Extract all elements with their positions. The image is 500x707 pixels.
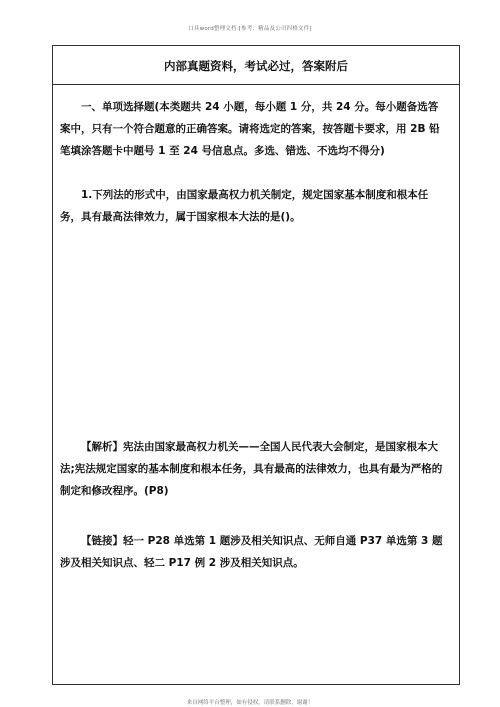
link-paragraph: 【链接】轻一 P28 单选第 1 题涉及相关知识点、无师自通 P37 单选第 3 题涉及相关知识点、轻二 P17 例 2 涉及相关知识点。	[60, 535, 443, 569]
title-divider	[52, 84, 460, 85]
footer-note: 来自网络平台整理，如有侵权，请联系删除，谢谢！	[186, 700, 314, 706]
question-1: 1.下列法的形式中，由国家最高权力机关制定，规定国家基本制度和根本任务，具有最高法律效力，属于国家根本大法的是()。	[60, 189, 429, 223]
section-intro: 一、单项选择题(本类题共 24 小题，每小题 1 分，共 24 分。每小题备选答案中，只有一个符合题意的正确答案。请将选定的答案，按答题卡要求，用 2B 铅笔填涂答题卡中题号 1 至 24 号信息点。多选、错选、不选均不得分)	[60, 101, 440, 157]
header-note: 口具word整理文档 [参考：精品及公司四格文件]	[188, 26, 312, 32]
analysis-paragraph: 【解析】宪法由国家最高权力机关——全国人民代表大会制定，是国家根本大法;宪法规定国家的基本制度和根本任务，具有最高的法律效力，也具有最为严格的制定和修改程序。(P8)	[60, 441, 443, 497]
page-title: 内部真题资料，考试必过，答案附后	[164, 59, 348, 73]
